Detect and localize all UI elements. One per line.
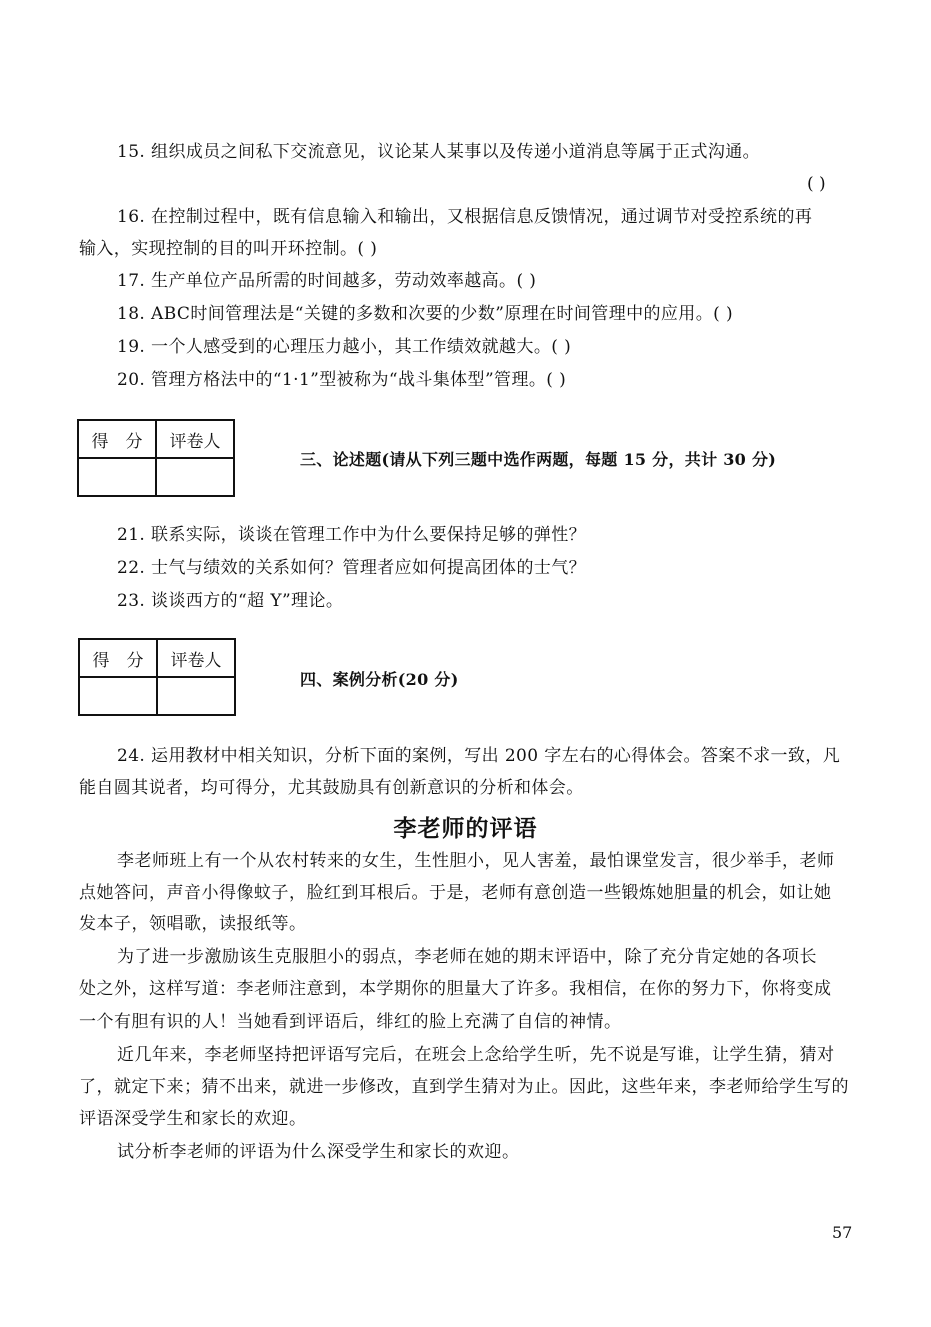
section-4-title: 四、案例分析(20 分) — [300, 670, 459, 689]
question-21: 21. 联系实际，谈谈在管理工作中为什么要保持足够的弹性？ — [117, 525, 587, 545]
case-para-2-line-1: 为了进一步激励该生克服胆小的弱点，李老师在她的期末评语中，除了充分肯定她的各项长 — [117, 947, 817, 967]
grader-label: 评卷人 — [157, 639, 235, 677]
question-24-cont: 能自圆其说者，均可得分，尤其鼓励具有创新意识的分析和体会。 — [79, 778, 584, 798]
score-cell — [78, 458, 156, 496]
grader-cell — [157, 677, 235, 715]
case-question: 试分析李老师的评语为什么深受学生和家长的欢迎。 — [117, 1142, 520, 1162]
case-para-1-line-1: 李老师班上有一个从农村转来的女生，生性胆小，见人害羞，最怕课堂发言，很少举手，老师 — [117, 851, 835, 871]
question-16: 16. 在控制过程中，既有信息输入和输出，又根据信息反馈情况，通过调节对受控系统的再 — [117, 207, 813, 227]
case-title: 李老师的评语 — [393, 815, 538, 842]
score-box-section-3 — [77, 419, 235, 497]
question-20: 20. 管理方格法中的“1·1”型被称为“战斗集体型”管理。( ) — [117, 370, 567, 390]
score-label: 得 分 — [79, 639, 157, 677]
grader-cell — [156, 458, 234, 496]
grader-label: 评卷人 — [156, 420, 234, 458]
score-box-section-4 — [78, 638, 236, 716]
case-para-1-line-2: 点她答问，声音小得像蚊子，脸红到耳根后。于是，老师有意创造一些锻炼她胆量的机会，如让她 — [79, 883, 832, 903]
answer-blank-15: ( ) — [807, 174, 826, 194]
case-para-3-line-3: 评语深受学生和家长的欢迎。 — [79, 1109, 307, 1129]
score-cell — [79, 677, 157, 715]
case-para-3-line-2: 了，就定下来；猜不出来，就进一步修改，直到学生猜对为止。因此，这些年来，李老师给学生写的 — [79, 1077, 849, 1097]
section-3-title: 三、论述题(请从下列三题中选作两题，每题 15 分，共计 30 分) — [300, 450, 777, 469]
score-label: 得 分 — [78, 420, 156, 458]
case-para-1-line-3: 发本子，领唱歌，读报纸等。 — [79, 914, 307, 934]
question-15: 15. 组织成员之间私下交流意见，议论某人某事以及传递小道消息等属于正式沟通。 — [117, 142, 761, 162]
case-para-2-line-2: 处之外，这样写道：李老师注意到，本学期你的胆量大了许多。我相信，在你的努力下，你将变成 — [79, 979, 832, 999]
case-para-2-line-3: 一个有胆有识的人！当她看到评语后，绯红的脸上充满了自信的神情。 — [79, 1012, 622, 1032]
question-23: 23. 谈谈西方的“超 Y”理论。 — [117, 591, 344, 611]
question-22: 22. 士气与绩效的关系如何？管理者应如何提高团体的士气？ — [117, 558, 587, 578]
question-24: 24. 运用教材中相关知识，分析下面的案例，写出 200 字左右的心得体会。答案不求一致，凡 — [117, 746, 841, 766]
question-17: 17. 生产单位产品所需的时间越多，劳动效率越高。( ) — [117, 271, 537, 291]
question-16-cont: 输入，实现控制的目的叫开环控制。( ) — [79, 239, 378, 259]
question-19: 19. 一个人感受到的心理压力越小，其工作绩效就越大。( ) — [117, 337, 572, 357]
page-number: 57 — [832, 1223, 853, 1242]
case-para-3-line-1: 近几年来，李老师坚持把评语写完后，在班会上念给学生听，先不说是写谁，让学生猜，猜对 — [117, 1045, 835, 1065]
question-18: 18. ABC时间管理法是“关键的多数和次要的少数”原理在时间管理中的应用。( ) — [117, 304, 733, 324]
